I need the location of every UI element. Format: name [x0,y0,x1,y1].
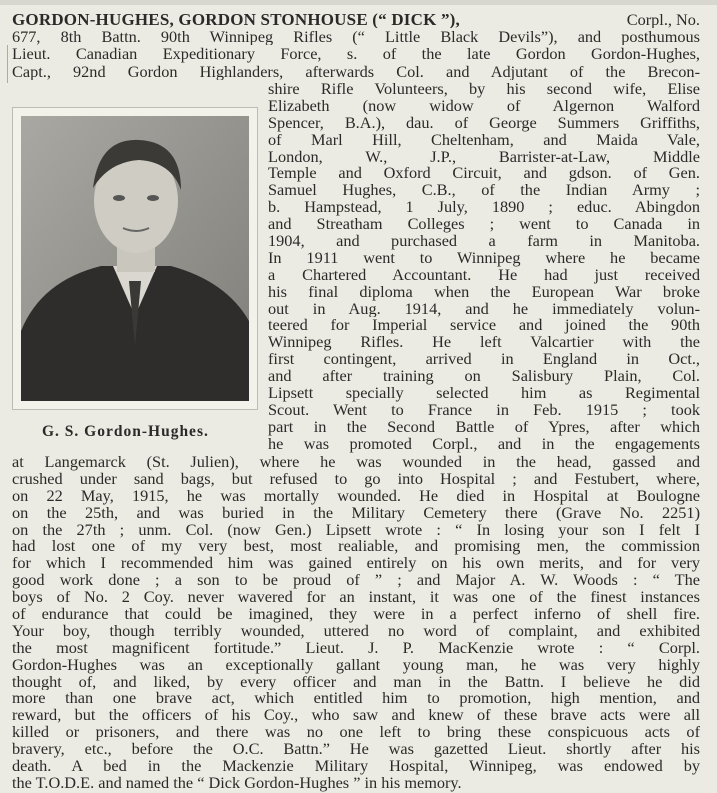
text-line: reward, but the officers of his Coy., who saw and knew of these brave acts were all [12,707,700,725]
text-line: In 1911 went to Winnipeg where he became [268,249,700,267]
text-line: London, W., J.P., Barrister-at-Law, Middle [268,148,700,166]
text-line: death. A bed in the Mackenzie Military Hospital, Winnipeg, was endowed by [12,758,700,775]
margin-mark [7,45,8,83]
text-line: shire Rifle Volunteers, by his second wife, Elise [268,81,700,98]
text-line: Winnipeg Rifles. He left Valcartier with the [268,334,700,352]
text-line: on the 27th ; unm. Col. (now Gen.) Lipsett wrote : “ In losing your son I felt I [12,521,700,539]
text-line: killed or prisoners, and there was no one left to bring these conspicuous acts of [12,724,700,742]
text-line: on the 25th, and was buried in the Military Cemetery there (Grave No. 2251) [12,504,700,522]
entry-header-block [12,11,700,80]
text-line: at Langemarck (St. Julien), where he was wounded in the head, gassed and [12,454,700,471]
text-line: thought of, and liked, by every officer and man in the Battn. I believe he did [12,673,700,691]
text-line: on 22 May, 1915, he was mortally wounded. He died in Hospital at Boulogne [12,487,700,505]
text-line: 1904, and purchased a farm in Manitoba. [268,233,700,250]
text-line: Lipsett specially selected him as Regimental [268,385,700,402]
text-line: part in the Second Battle of Ypres, after which [268,418,700,436]
text-line: his final diploma when the European War broke [268,283,700,301]
text-line: teered for Imperial service and joined the 90th [268,317,700,335]
text-column-beside-photo [268,81,700,453]
text-line: 677, 8th Battn. 90th Winnipeg Rifles (“ Little Black Devils”), and posthumous [12,28,700,46]
text-line: good work done ; a son to be proud of ” ; and Major A. W. Woods : “ The [12,572,700,590]
entry-rank-number: Corpl., No. [626,11,700,29]
text-line: crushed under sand bags, but refused to go into Hospital ; and Festubert, where, [12,470,700,488]
text-line: of Marl Hill, Cheltenham, and Maida Vale, [268,131,700,149]
text-line: he was promoted Corpl., and in the engagements [268,435,700,453]
entry-name-heading: GORDON-HUGHES, GORDON STONHOUSE (“ DICK ”), [12,11,460,29]
text-line: the T.O.D.E. and named the “ Dick Gordon-Hughes ” in his memory. [12,774,462,792]
text-line: Samuel Hughes, C.B., of the Indian Army ; [268,182,700,200]
text-line: first contingent, arrived in England in Oct., [268,351,700,369]
text-line: Gordon-Hughes was an exceptionally gallant young man, he was very highly [12,656,700,674]
text-line: Capt., 92nd Gordon Highlanders, afterwards Col. and Adjutant of the Brecon- [12,62,700,80]
text-line: Your boy, though terribly wounded, uttered no word of complaint, and exhibited [12,622,700,640]
portrait-image [21,116,249,401]
text-line: Lieut. Canadian Expeditionary Force, s. of the late Gordon Gordon-Hughes, [12,45,700,63]
text-line: for which I recommended him was gained entirely on his own merits, and for very [12,555,700,573]
text-line: a Chartered Accountant. He had just received [268,266,700,284]
text-line: Spencer, B.A.), dau. of George Summers Griffiths, [268,114,700,132]
text-line: Elizabeth (now widow of Algernon Walford [268,97,700,115]
text-line: Temple and Oxford Circuit, and gdson. of Gen. [268,165,700,183]
text-line: Scout. Went to France in Feb. 1915 ; took [268,401,700,419]
text-full-width-block [12,454,700,792]
text-line: had lost one of my very best, most realiable, and promising men, the commission [12,538,700,556]
text-line: and after training on Salisbury Plain, Col. [268,368,700,386]
cut-off-previous-line [0,0,717,5]
text-line: boys of No. 2 Coy. never wavered for an instant, it was one of the finest instances [12,589,700,607]
portrait-photo-frame [12,107,258,410]
text-line: more than one brave act, which entitled him to promotion, high mention, and [12,690,700,708]
text-line: b. Hampstead, 1 July, 1890 ; educ. Abingdon [268,199,700,217]
text-line: of endurance that could be imagined, they were in a perfect inferno of shell fire. [12,606,700,623]
entry-first-line [12,11,700,28]
text-line: and Streatham Colleges ; went to Canada in [268,216,700,234]
text-line: out in Aug. 1914, and he immediately volun- [268,300,700,318]
portrait-photo [21,116,249,401]
photo-caption: G. S. Gordon-Hughes. [42,423,209,440]
text-line: the most magnificent fortitude.” Lieut. J. P. MacKenzie wrote : “ Corpl. [12,639,700,657]
text-line: bravery, etc., before the O.C. Battn.” He was gazetted Lieut. shortly after his [12,741,700,759]
